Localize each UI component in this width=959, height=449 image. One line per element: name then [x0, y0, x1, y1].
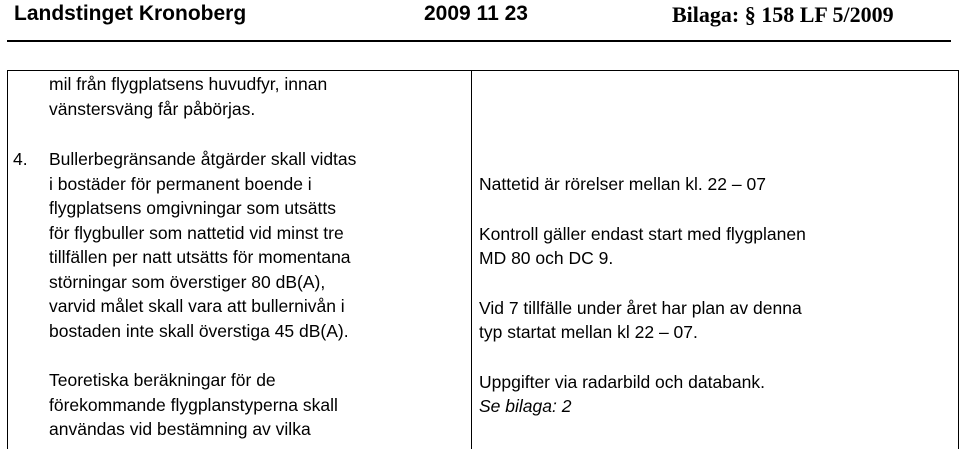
text-line: användas vid bestämning av vilka	[49, 419, 311, 439]
text-line: Vid 7 tillfälle under året har plan av denna	[479, 297, 802, 318]
text-line: störningar som överstiger 80 dB(A),	[49, 271, 326, 292]
attachment-note: Se bilaga: 2	[479, 396, 572, 416]
text-line: Kontroll gäller endast start med flygplanen	[479, 223, 806, 244]
text-line: MD 80 och DC 9.	[479, 248, 614, 268]
text-line: Nattetid är rörelser mellan kl. 22 – 07	[479, 174, 766, 194]
table-column-divider	[471, 70, 472, 449]
text-line: för flygbuller som nattetid vid minst tre	[49, 222, 344, 243]
document-date: 2009 11 23	[424, 2, 528, 25]
text-line: flygplatsens omgivningar som utsätts	[49, 198, 336, 218]
organization-name: Landstinget Kronoberg	[14, 2, 247, 25]
attachment-reference: Bilaga: § 158 LF 5/2009	[672, 2, 894, 27]
text-line: mil från flygplatsens huvudfyr, innan	[49, 74, 328, 94]
right-column	[479, 172, 949, 419]
table-top-border	[7, 70, 959, 71]
left-column	[0, 72, 470, 442]
continued-text	[0, 72, 470, 121]
paragraph	[0, 368, 470, 442]
text-line: varvid målet skall vara att bullernivån i	[49, 296, 345, 316]
numbered-item	[0, 147, 470, 343]
text-line: tillfällen per natt utsätts för momentana	[49, 247, 351, 267]
item-number: 4.	[13, 149, 28, 169]
text-line: bostaden inte skall överstiga 45 dB(A).	[49, 320, 349, 341]
header-rule	[7, 40, 951, 42]
text-line: Uppgifter via radarbild och databank.	[479, 371, 766, 392]
text-line: Bullerbegränsande åtgärder skall vidtas	[49, 149, 357, 169]
text-line: typ startat mellan kl 22 – 07.	[479, 322, 698, 342]
text-line: Teoretiska beräkningar för de	[49, 370, 276, 390]
text-line: förekommande flygplanstyperna skall	[49, 394, 338, 415]
text-line: vänstersväng får påbörjas.	[49, 98, 256, 119]
text-line: i bostäder för permanent boende i	[49, 173, 312, 194]
